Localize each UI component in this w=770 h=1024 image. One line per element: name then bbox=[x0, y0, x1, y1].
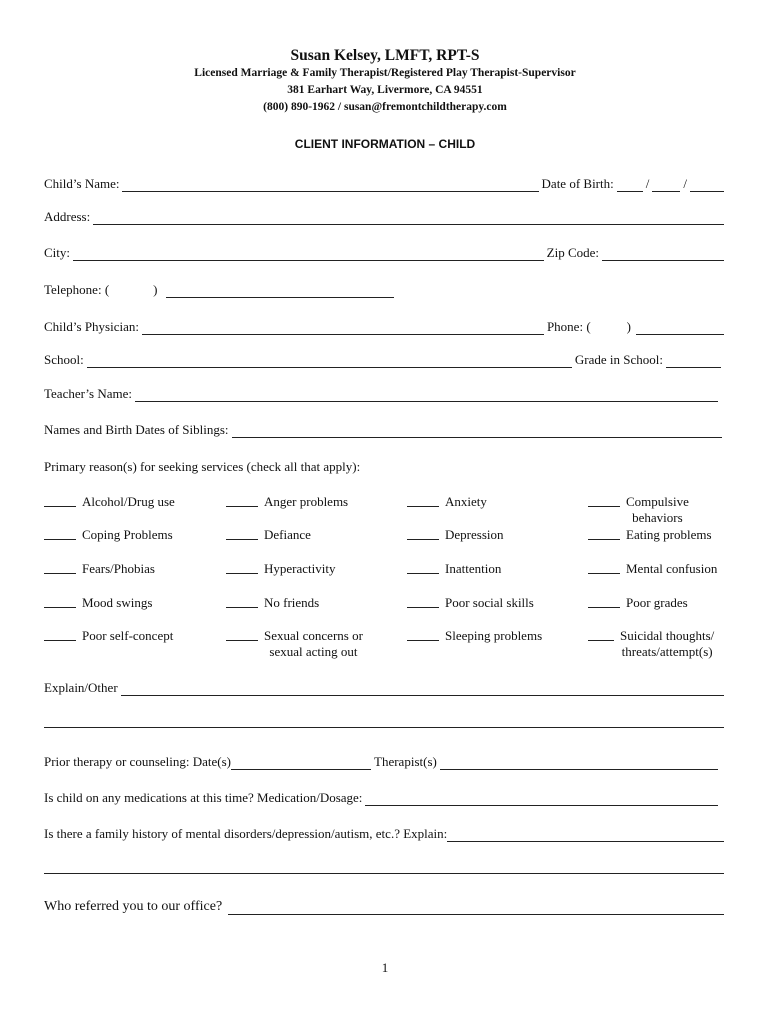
reason-item[interactable] bbox=[226, 561, 335, 577]
explain-row-2 bbox=[44, 716, 724, 728]
physician-area-code-field[interactable] bbox=[594, 324, 624, 335]
address-field[interactable] bbox=[93, 213, 724, 225]
area-code-field[interactable] bbox=[112, 287, 150, 298]
grade-field[interactable] bbox=[666, 356, 721, 368]
reason-item[interactable] bbox=[44, 494, 175, 510]
reason-checkbox[interactable] bbox=[226, 628, 258, 641]
office-contact: (800) 890-1962 / susan@fremontchildtherapy.com bbox=[263, 101, 507, 113]
dob-slash: / bbox=[645, 176, 650, 191]
reason-label: Defiance bbox=[264, 527, 311, 542]
reason-item[interactable] bbox=[588, 561, 717, 577]
reason-checkbox[interactable] bbox=[226, 595, 258, 608]
family-history-row-2 bbox=[44, 862, 724, 874]
referred-label: Who referred you to our office? bbox=[44, 899, 223, 914]
reason-item[interactable] bbox=[226, 595, 319, 611]
reason-item[interactable] bbox=[226, 628, 363, 660]
family-history-row bbox=[44, 826, 724, 842]
physician-label: Child’s Physician: bbox=[44, 319, 139, 334]
reason-label: Depression bbox=[445, 527, 504, 542]
reason-checkbox[interactable] bbox=[44, 628, 76, 641]
reason-label: Inattention bbox=[445, 561, 502, 576]
reason-label: Anger problems bbox=[264, 494, 349, 509]
reason-item[interactable] bbox=[44, 561, 155, 577]
reason-checkbox[interactable] bbox=[588, 527, 620, 540]
reason-item[interactable] bbox=[588, 628, 714, 660]
reason-checkbox[interactable] bbox=[226, 494, 258, 507]
reason-label: Suicidal thoughts/ threats/attempt(s) bbox=[620, 628, 715, 659]
reason-item[interactable] bbox=[407, 595, 534, 611]
reason-item[interactable] bbox=[407, 494, 487, 510]
reason-item[interactable] bbox=[407, 628, 542, 644]
reason-label: Sexual concerns or sexual acting out bbox=[264, 628, 363, 659]
reason-item[interactable] bbox=[407, 527, 504, 543]
reason-checkbox[interactable] bbox=[407, 527, 439, 540]
address-row bbox=[44, 209, 724, 225]
dob-day-field[interactable] bbox=[652, 180, 680, 192]
reason-checkbox[interactable] bbox=[44, 527, 76, 540]
reason-checkbox[interactable] bbox=[407, 561, 439, 574]
prior-therapy-label: Prior therapy or counseling: Date(s) bbox=[44, 754, 232, 769]
explain-field-2[interactable] bbox=[44, 716, 724, 728]
reason-item[interactable] bbox=[226, 494, 348, 510]
reason-item[interactable] bbox=[44, 595, 152, 611]
reason-label: Poor social skills bbox=[445, 595, 534, 610]
therapist-name: Susan Kelsey, LMFT, RPT-S bbox=[290, 47, 480, 64]
school-label: School: bbox=[44, 352, 84, 367]
dob-label: Date of Birth: bbox=[541, 176, 614, 191]
siblings-field[interactable] bbox=[232, 426, 722, 438]
reason-item[interactable] bbox=[407, 561, 501, 577]
referred-field[interactable] bbox=[228, 903, 724, 915]
reason-item[interactable] bbox=[226, 527, 311, 543]
family-history-label: Is there a family history of mental disorders/depression/autism, etc.? Explain: bbox=[44, 826, 448, 841]
reason-item[interactable] bbox=[588, 527, 712, 543]
reason-label: Eating problems bbox=[626, 527, 712, 542]
phone-label: Phone: ( bbox=[546, 319, 591, 334]
therapists-field[interactable] bbox=[440, 758, 718, 770]
child-name-field[interactable] bbox=[122, 180, 538, 192]
reason-checkbox[interactable] bbox=[44, 595, 76, 608]
reason-label: Hyperactivity bbox=[264, 561, 336, 576]
reason-label: Coping Problems bbox=[82, 527, 173, 542]
explain-label: Explain/Other bbox=[44, 680, 118, 695]
office-address: 381 Earhart Way, Livermore, CA 94551 bbox=[287, 84, 483, 96]
reason-checkbox[interactable] bbox=[407, 595, 439, 608]
reason-item[interactable] bbox=[44, 628, 173, 644]
telephone-label: Telephone: ( bbox=[44, 282, 110, 297]
referred-row bbox=[44, 899, 724, 915]
medications-label: Is child on any medications at this time? Medication/Dosage: bbox=[44, 790, 363, 805]
child-name-label: Child’s Name: bbox=[44, 176, 120, 191]
reason-checkbox[interactable] bbox=[226, 527, 258, 540]
reason-checkbox[interactable] bbox=[588, 628, 614, 641]
teacher-row bbox=[44, 386, 718, 402]
reason-label: Alcohol/Drug use bbox=[82, 494, 175, 509]
therapist-credentials: Licensed Marriage & Family Therapist/Registered Play Therapist-Supervisor bbox=[194, 67, 576, 79]
dob-slash: / bbox=[683, 176, 687, 191]
teacher-field[interactable] bbox=[135, 390, 718, 402]
child-name-row bbox=[44, 176, 724, 192]
siblings-row bbox=[44, 422, 722, 438]
reason-label: Poor grades bbox=[626, 595, 688, 610]
zip-label: Zip Code: bbox=[546, 245, 599, 260]
city-field[interactable] bbox=[73, 249, 544, 261]
reason-item[interactable] bbox=[588, 595, 688, 611]
reason-label: Sleeping problems bbox=[445, 628, 543, 643]
physician-field[interactable] bbox=[142, 323, 544, 335]
family-history-field[interactable] bbox=[447, 830, 724, 842]
reason-label: No friends bbox=[264, 595, 320, 610]
dob-month-field[interactable] bbox=[617, 180, 643, 192]
prior-therapy-dates-field[interactable] bbox=[231, 758, 371, 770]
therapists-label: Therapist(s) bbox=[374, 754, 437, 769]
grade-label: Grade in School: bbox=[574, 352, 663, 367]
reason-checkbox[interactable] bbox=[407, 494, 439, 507]
reason-item[interactable] bbox=[588, 494, 689, 526]
page-number: 1 bbox=[381, 960, 389, 975]
reason-label: Fears/Phobias bbox=[82, 561, 155, 576]
reason-checkbox[interactable] bbox=[407, 628, 439, 641]
reason-checkbox[interactable] bbox=[44, 561, 76, 574]
city-row bbox=[44, 245, 724, 261]
reason-label: Mood swings bbox=[82, 595, 153, 610]
reasons-prompt: Primary reason(s) for seeking services (check all that apply): bbox=[44, 459, 361, 474]
prior-therapy-row bbox=[44, 754, 718, 770]
telephone-field[interactable] bbox=[166, 286, 394, 298]
physician-row bbox=[44, 319, 724, 335]
zip-field[interactable] bbox=[602, 249, 724, 261]
reason-checkbox[interactable] bbox=[588, 494, 620, 507]
reason-label: Poor self-concept bbox=[82, 628, 174, 643]
telephone-paren-close: ) bbox=[153, 282, 158, 297]
city-label: City: bbox=[44, 245, 71, 260]
reason-label: Compulsive behaviors bbox=[626, 494, 689, 525]
explain-field[interactable] bbox=[121, 684, 724, 696]
school-field[interactable] bbox=[87, 356, 572, 368]
medications-field[interactable] bbox=[365, 794, 718, 806]
phone-paren-close: ) bbox=[626, 319, 631, 334]
medications-row bbox=[44, 790, 718, 806]
explain-row bbox=[44, 680, 724, 696]
reason-item[interactable] bbox=[44, 527, 173, 543]
siblings-label: Names and Birth Dates of Siblings: bbox=[44, 422, 229, 437]
teacher-label: Teacher’s Name: bbox=[44, 386, 132, 401]
physician-phone-field[interactable] bbox=[636, 323, 724, 335]
form-title: CLIENT INFORMATION – CHILD bbox=[294, 137, 476, 151]
family-history-field-2[interactable] bbox=[44, 862, 724, 874]
reason-checkbox[interactable] bbox=[226, 561, 258, 574]
reason-label: Anxiety bbox=[445, 494, 487, 509]
school-row bbox=[44, 352, 724, 368]
reason-checkbox[interactable] bbox=[588, 595, 620, 608]
reason-checkbox[interactable] bbox=[44, 494, 76, 507]
dob-year-field[interactable] bbox=[690, 180, 724, 192]
reason-label: Mental confusion bbox=[626, 561, 718, 576]
telephone-row bbox=[44, 282, 397, 298]
reason-checkbox[interactable] bbox=[588, 561, 620, 574]
address-label: Address: bbox=[44, 209, 91, 224]
